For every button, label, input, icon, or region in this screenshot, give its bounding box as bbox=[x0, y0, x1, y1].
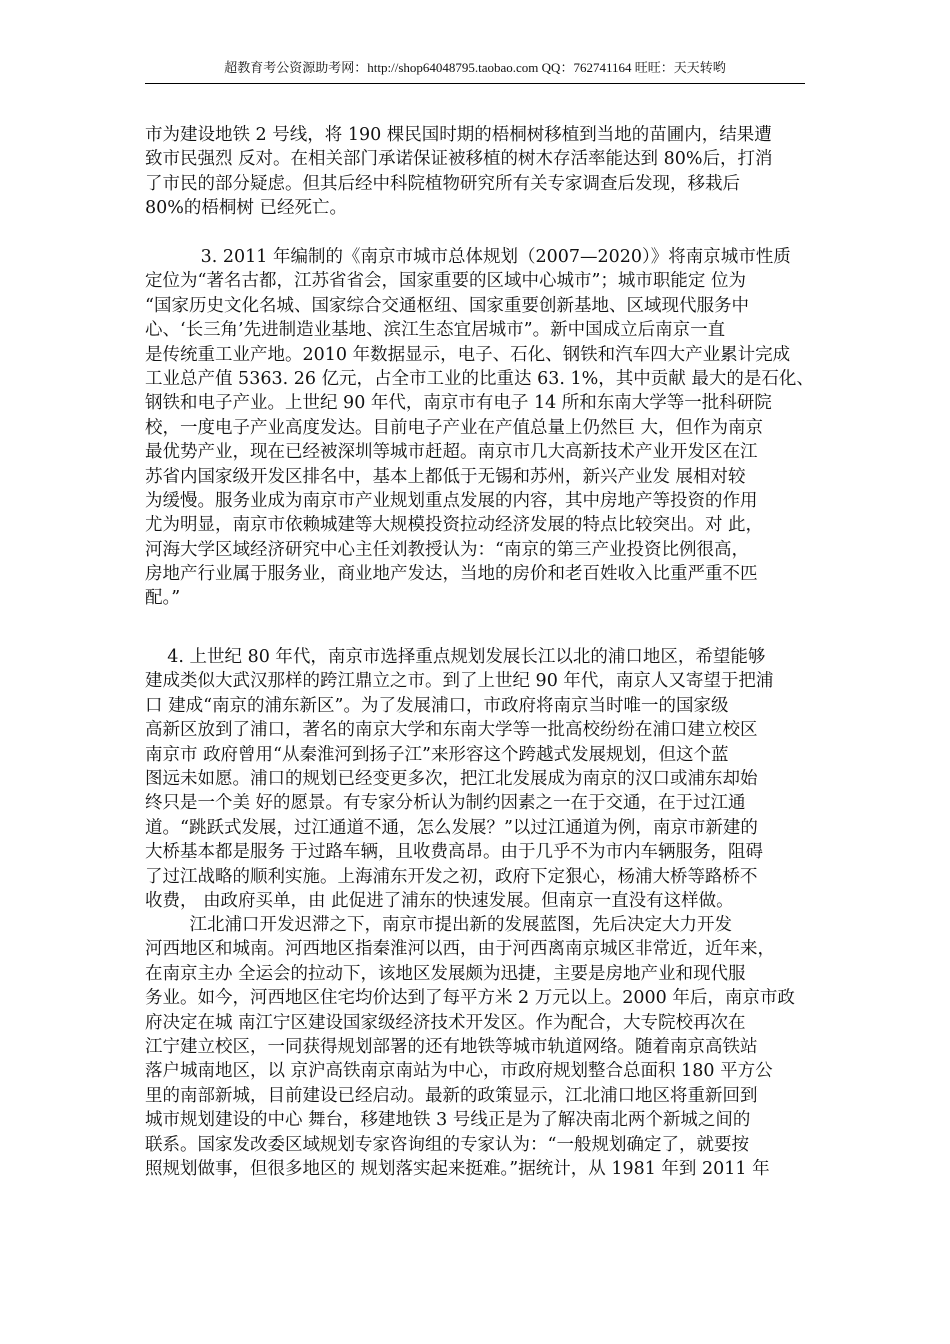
text-line: 口 建成“南京的浦东新区”。为了发展浦口，市政府将南京当时唯一的国家级 bbox=[145, 695, 729, 716]
page-header: 超教育考公资源助考网：http://shop64048795.taobao.com QQ：762741164 旺旺：天天转哟 bbox=[224, 60, 726, 75]
text-line: 府决定在城 南江宁区建设国家级经济技术开发区。作为配合，大专院校再次在 bbox=[145, 1012, 746, 1033]
text-line: 房地产行业属于服务业，商业地产发达，当地的房价和老百姓收入比重严重不匹 bbox=[145, 564, 758, 585]
text-line: 定位为“著名古都，江苏省省会，国家重要的区域中心城市”；城市职能定 位为 bbox=[145, 271, 746, 292]
text-line: 在南京主办 全运会的拉动下，该地区发展颇为迅捷，主要是房地产业和现代服 bbox=[145, 963, 746, 984]
text-line: 了过江战略的顺利实施。上海浦东开发之初，政府下定狠心，杨浦大桥等路桥不 bbox=[145, 866, 758, 887]
text-line: 收费， 由政府买单，由 此促进了浦东的快速发展。但南京一直没有这样做。 bbox=[145, 890, 734, 911]
text-line: 校，一度电子产业高度发达。目前电子产业在产值总量上仍然巨 大，但作为南京 bbox=[145, 417, 764, 438]
paragraph-1 bbox=[145, 123, 820, 221]
text-line: 4. 上世纪 80 年代，南京市选择重点规划发展长江以北的浦口地区，希望能够 bbox=[145, 647, 766, 667]
text-line: 照规划做事，但很多地区的 规划落实起来挺难。”据统计，从 1981 年到 2011 年 bbox=[145, 1158, 770, 1179]
text-line: 最优势产业，现在已经被深圳等城市赶超。南京市几大高新技术产业开发区在江 bbox=[145, 442, 758, 463]
text-line: 务业。如今，河西地区住宅均价达到了每平方米 2 万元以上。2000 年后，南京市政 bbox=[145, 988, 795, 1009]
text-line: 致市民强烈 反对。在相关部门承诺保证被移植的树木存活率能达到 80%后，打消 bbox=[145, 149, 773, 170]
text-line: 河西地区和城南。河西地区指秦淮河以西，由于河西离南京城区非常近，近年来， bbox=[145, 939, 775, 960]
text-line: 80%的梧桐树 已经死亡。 bbox=[145, 198, 347, 219]
text-line: 江宁建立校区，一同获得规划部署的还有地铁等城市轨道网络。随着南京高铁站 bbox=[145, 1036, 758, 1057]
text-line: 城市规划建设的中心 舞台，移建地铁 3 号线正是为了解决南北两个新城之间的 bbox=[145, 1110, 751, 1131]
text-line: 里的南部新城，目前建设已经启动。最新的政策显示，江北浦口地区将重新回到 bbox=[145, 1085, 758, 1106]
header-rule bbox=[145, 83, 805, 84]
text-line: 配。” bbox=[145, 588, 181, 609]
text-line: 了市民的部分疑虑。但其后经中科院植物研究所有关专家调查后发现，移栽后 bbox=[145, 173, 740, 194]
text-line: 南京市 政府曾用“从秦淮河到扬子江”来形容这个跨越式发展规划，但这个蓝 bbox=[145, 744, 729, 765]
text-line: 江北浦口开发迟滞之下，南京市提出新的发展蓝图，先后决定大力开发 bbox=[145, 915, 732, 935]
text-line: 联系。国家发改委区域规划专家咨询组的专家认为：“一般规划确定了，就要按 bbox=[145, 1134, 749, 1155]
text-line: 尤为明显，南京市依赖城建等大规模投资拉动经济发展的特点比较突出。对 此， bbox=[145, 515, 764, 536]
text-line: 道。“跳跃式发展，过江通道不通，怎么发展？”以过江通道为例，南京市新建的 bbox=[145, 817, 758, 838]
text-line: 市为建设地铁 2 号线，将 190 棵民国时期的梧桐树移植到当地的苗圃内，结果遭 bbox=[145, 125, 772, 145]
text-line: 河海大学区域经济研究中心主任刘教授认为：“南京的第三产业投资比例很高， bbox=[145, 539, 749, 560]
text-line: 3. 2011 年编制的《南京市城市总体规划（2007—2020）》将南京城市性质 bbox=[145, 247, 791, 267]
text-line: 图远未如愿。浦口的规划已经变更多次，把江北发展成为南京的汉口或浦东却始 bbox=[145, 768, 758, 789]
paragraph-2 bbox=[145, 245, 820, 611]
text-line: 是传统重工业产地。2010 年数据显示，电子、石化、钢铁和汽车四大产业累计完成 bbox=[145, 344, 791, 365]
text-line: 高新区放到了浦口，著名的南京大学和东南大学等一批高校纷纷在浦口建立校区 bbox=[145, 720, 758, 741]
text-line: 落户城南地区，以 京沪高铁南京南站为中心，市政府规划整合总面积 180 平方公 bbox=[145, 1061, 773, 1082]
text-line: 为缓慢。服务业成为南京市产业规划重点发展的内容，其中房地产等投资的作用 bbox=[145, 490, 758, 511]
text-line: 工业总产值 5363. 26 亿元，占全市工业的比重达 63. 1%，其中贡献 最大的是石化、 bbox=[145, 368, 814, 389]
text-line: “国家历史文化名城、国家综合交通枢纽、国家重要创新基地、区域现代服务中 bbox=[145, 295, 749, 316]
text-line: 钢铁和电子产业。上世纪 90 年代，南京市有电子 14 所和东南大学等一批科研院 bbox=[145, 393, 772, 414]
text-line: 心、‘长三角’先进制造业基地、滨江生态宜居城市”。新中国成立后南京一直 bbox=[145, 320, 726, 341]
paragraph-3 bbox=[145, 645, 820, 913]
text-line: 苏省内国家级开发区排名中，基本上都低于无锡和苏州，新兴产业发 展相对较 bbox=[145, 466, 746, 487]
text-line: 大桥基本都是服务 于过路车辆，且收费高昂。由于几乎不为市内车辆服务，阻碍 bbox=[145, 842, 764, 863]
paragraph-4 bbox=[145, 913, 820, 1181]
text-line: 终只是一个美 好的愿景。有专家分析认为制约因素之一在于交通，在于过江通 bbox=[145, 793, 746, 814]
text-line: 建成类似大武汉那样的跨江鼎立之市。到了上世纪 90 年代，南京人又寄望于把浦 bbox=[145, 671, 774, 692]
